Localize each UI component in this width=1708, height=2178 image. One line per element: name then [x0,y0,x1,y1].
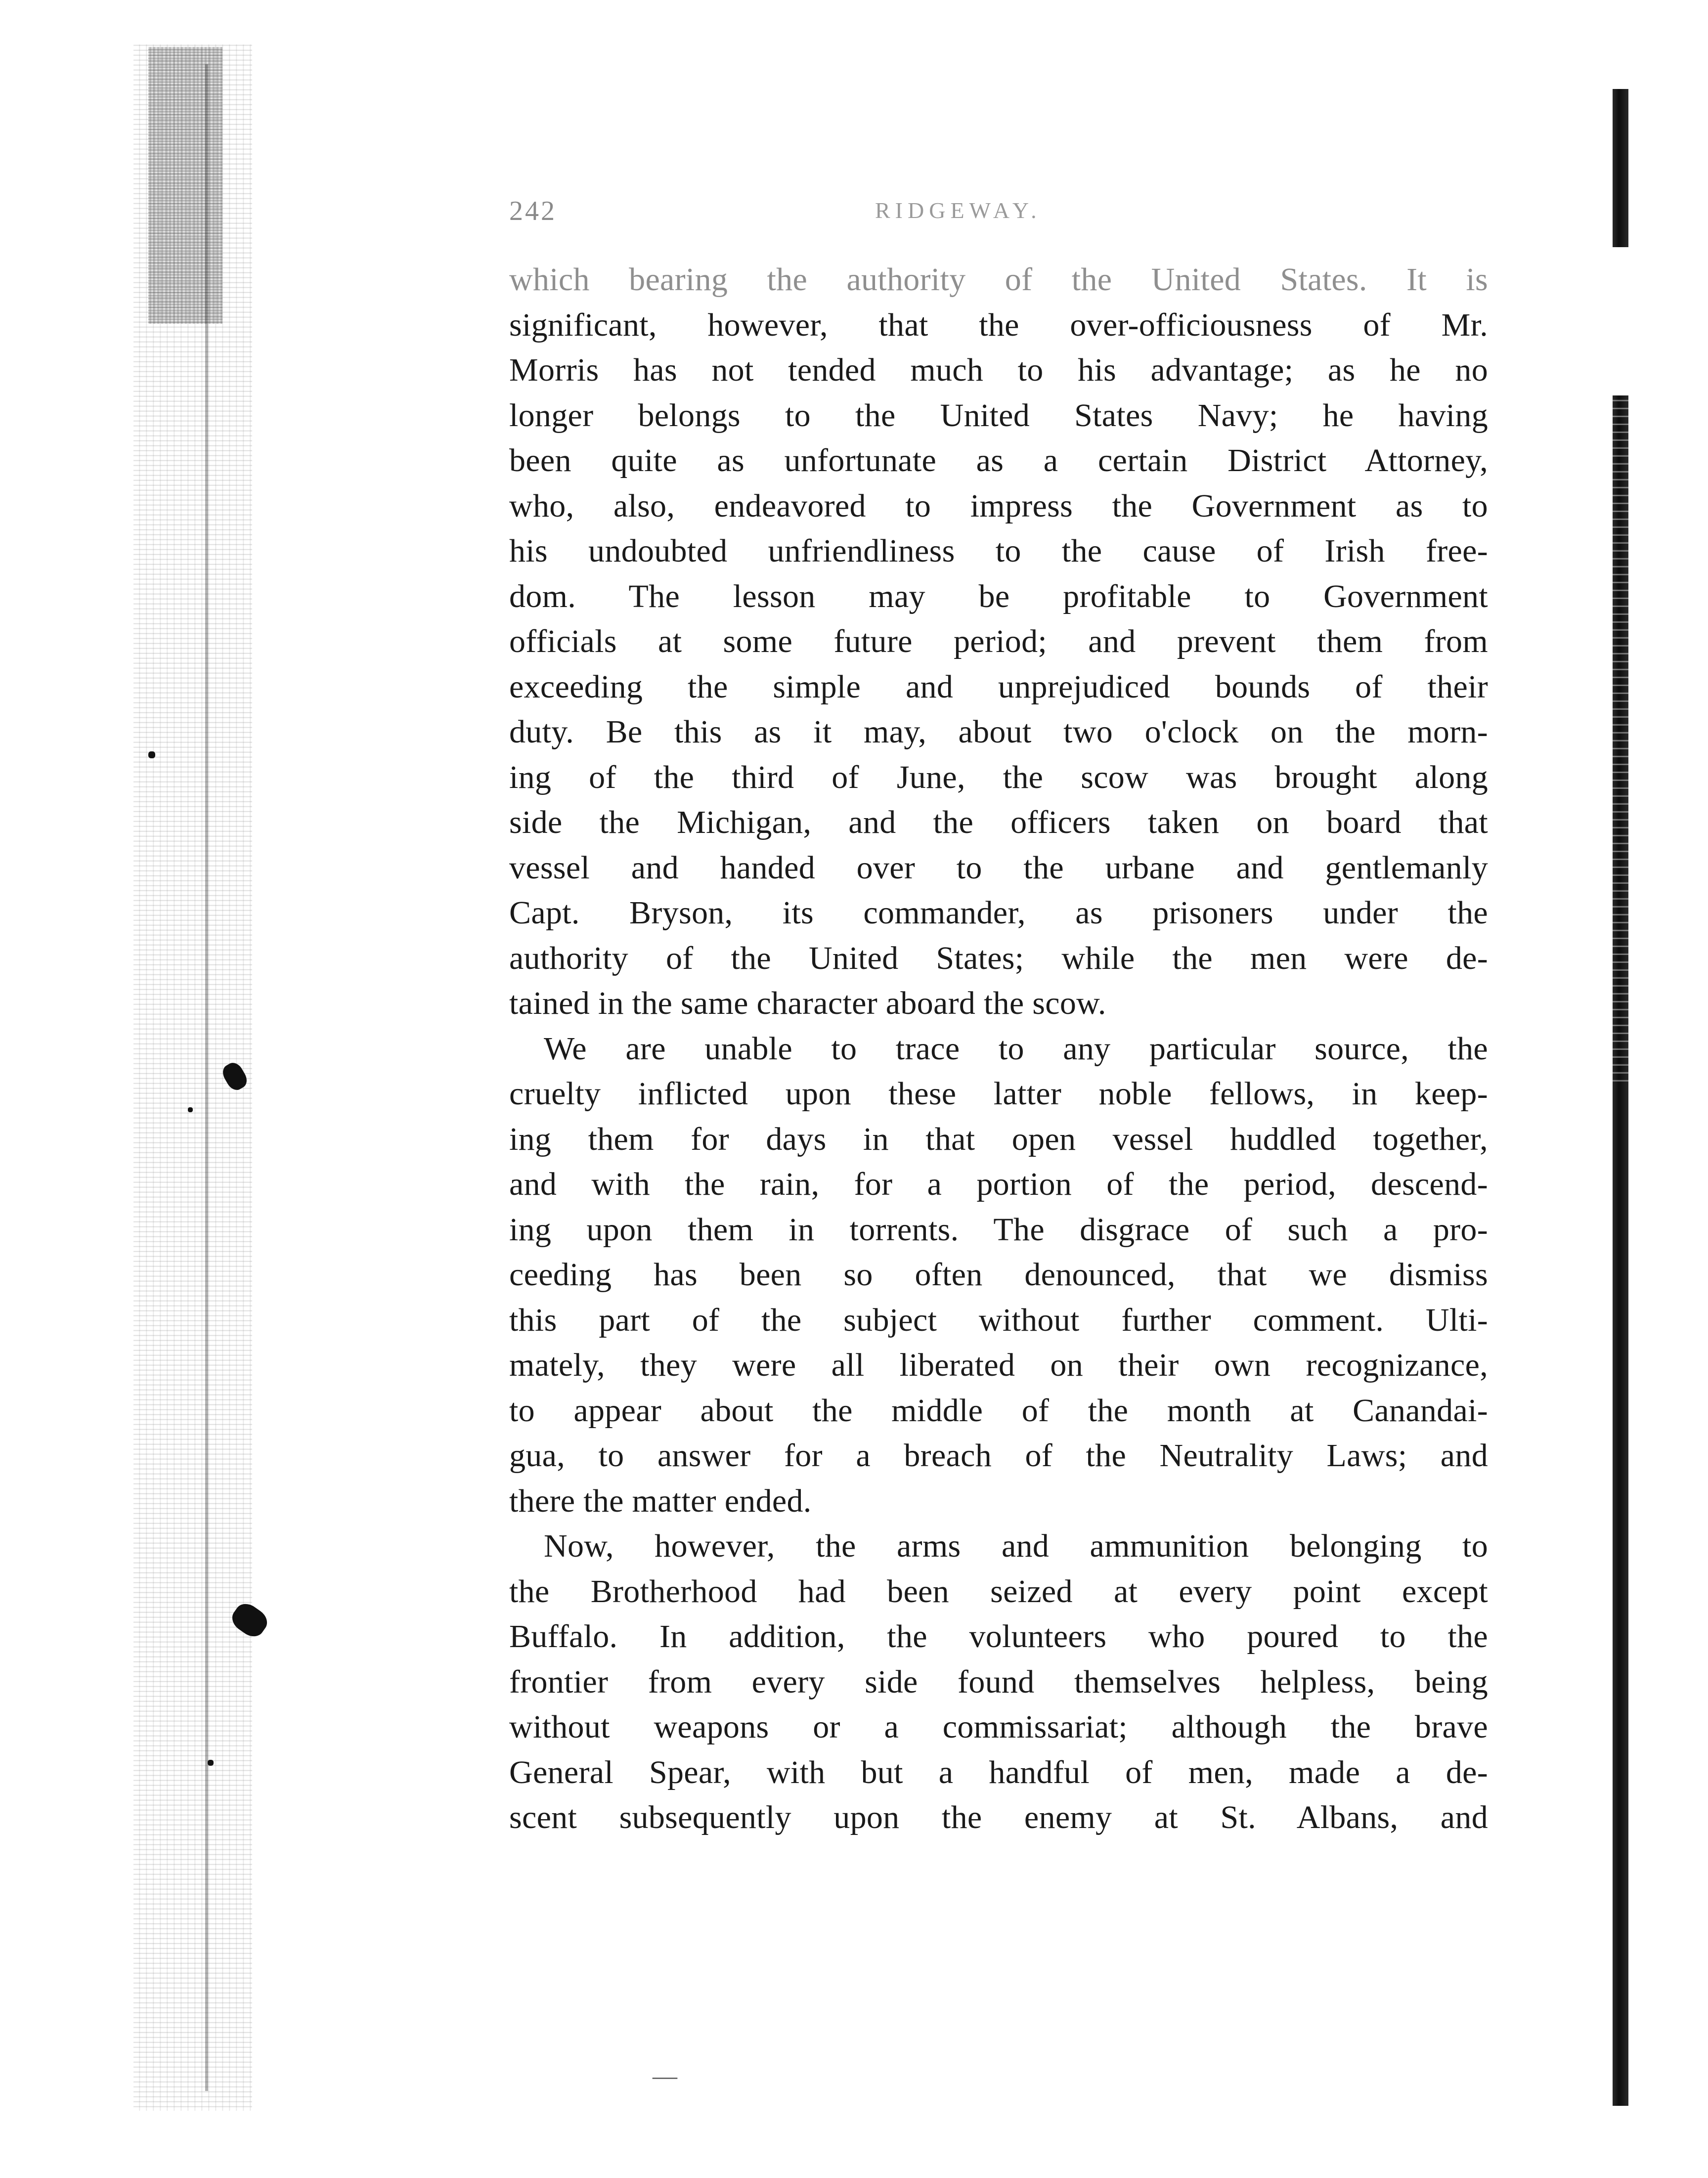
text-line: vessel and handed over to the urbane and gentlemanly [509,849,1488,886]
text-line: and with the rain, for a portion of the period, descend- [509,1166,1488,1202]
text-line: mately, they were all liberated on their own recognizance, [509,1347,1488,1383]
text-line: ing of the third of June, the scow was brought along [509,759,1488,795]
ink-speck [148,751,155,758]
right-scan-border-gap [1613,247,1628,395]
text-line: to appear about the middle of the month at Canandai- [509,1392,1488,1429]
text-line: side the Michigan, and the officers taken on board that [509,804,1488,840]
text-line: dom. The lesson may be profitable to Government [509,578,1488,614]
left-margin-dark-speckle [148,47,222,324]
text-line: cruelty inflicted upon these latter noble fellows, in keep- [509,1076,1488,1112]
text-line: without weapons or a commissariat; although the brave [509,1709,1488,1745]
text-line: his undoubted unfriendliness to the cause of Irish free- [509,533,1488,569]
footer-smudge: — [653,2062,677,2090]
text-line: ceeding has been so often denounced, that we dismiss [509,1257,1488,1293]
text-line: who, also, endeavored to impress the Government as to [509,487,1488,524]
text-line: exceeding the simple and unprejudiced bounds of their [509,668,1488,705]
text-line: ing upon them in torrents. The disgrace of such a pro- [509,1211,1488,1248]
text-line: Capt. Bryson, its commander, as prisoners under the [509,895,1488,931]
text-line: this part of the subject without further comment. Ulti- [509,1302,1488,1338]
text-line: significant, however, that the over-officiousness of Mr. [509,306,1488,343]
text-line: ing them for days in that open vessel huddled together, [509,1121,1488,1157]
ink-speck [188,1107,193,1112]
body-text [509,257,1488,1840]
text-line: gua, to answer for a breach of the Neutrality Laws; and [509,1437,1488,1474]
text-line: longer belongs to the United States Navy; he having [509,397,1488,434]
text-line: We are unable to trace to any particular source, the [544,1030,1488,1067]
text-line: been quite as unfortunate as a certain District Attorney, [509,442,1488,479]
text-line: General Spear, with but a handful of men, made a de- [509,1754,1488,1790]
text-line: frontier from every side found themselves helpless, being [509,1663,1488,1700]
text-line: Now, however, the arms and ammunition belonging to [544,1528,1488,1564]
text-line: Morris has not tended much to his advantage; as he no [509,352,1488,388]
right-scan-border-speckle [1613,395,1628,1088]
running-head [509,195,1498,235]
text-line: the Brotherhood had been seized at every point except [509,1573,1488,1610]
text-line: which bearing the authority of the United States. It is [509,261,1488,298]
ink-speck [208,1760,214,1766]
text-line: duty. Be this as it may, about two o'clock on the morn- [509,714,1488,750]
text-line: scent subsequently upon the enemy at St. Albans, and [509,1799,1488,1835]
text-line: there the matter ended. [509,1482,812,1519]
text-line: authority of the United States; while the men were de- [509,940,1488,976]
page-number: 242 [509,196,557,226]
running-title: RIDGEWAY. [875,198,1042,223]
left-edge-line [205,64,208,2091]
text-line: tained in the same character aboard the scow. [509,985,1106,1021]
text-line: Buffalo. In addition, the volunteers who poured to the [509,1618,1488,1655]
text-line: officials at some future period; and prevent them from [509,623,1488,659]
